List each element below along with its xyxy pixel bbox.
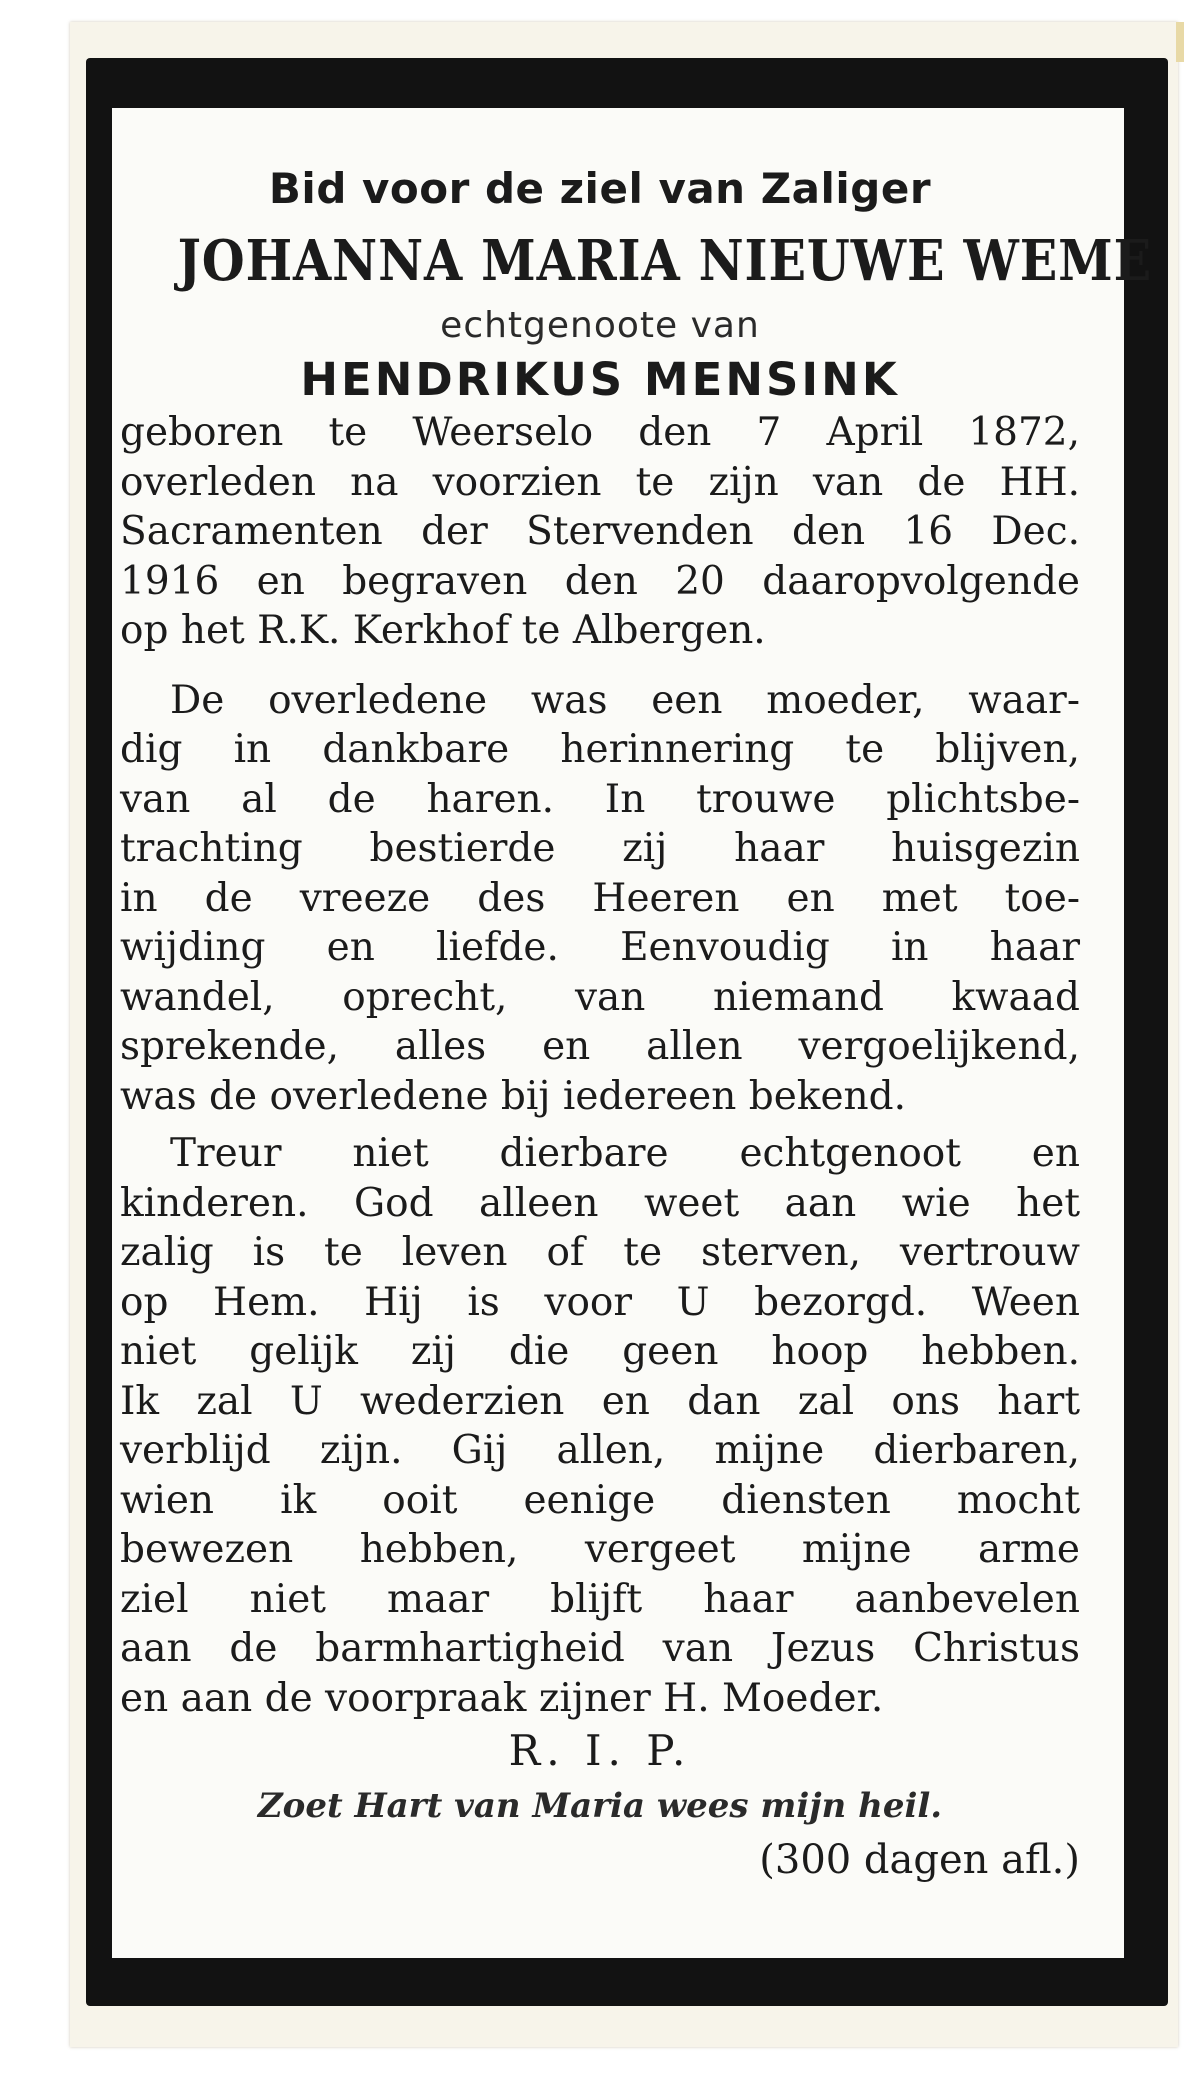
comfort-line: kinderen. God alleen weet aan wie het <box>120 1180 1080 1226</box>
comfort-line: en aan de voorpraak zijner H. Moeder. <box>120 1675 884 1721</box>
tribute-line: De overledene was een moeder, waar- <box>170 677 1080 723</box>
tribute-line: trachting bestierde zij haar huisgezin <box>120 826 1080 871</box>
card-text <box>120 128 1153 1887</box>
bio-line: overleden na voorzien te zijn van de HH. <box>120 459 1080 505</box>
comfort-line: aan de barmhartigheid van Jezus Christus <box>120 1626 1080 1671</box>
tribute-line: wijding en liefde. Eenvoudig in haar <box>120 925 1080 970</box>
comfort-line: Ik zal U wederzien en dan zal ons hart <box>120 1378 1080 1424</box>
comfort-line: op Hem. Hij is voor U bezorgd. Ween <box>120 1279 1080 1325</box>
comfort-line: zalig is te leven of te sterven, vertrouw <box>120 1230 1080 1275</box>
indulgence-text: (300 dagen afl.) <box>759 1837 1080 1883</box>
heading: Bid voor de ziel van Zaliger <box>268 164 932 213</box>
comfort-line: niet gelijk zij die geen hoop hebben. <box>120 1329 1080 1374</box>
spouse-name: HENDRIKUS MENSINK <box>300 353 900 406</box>
comfort-line: bewezen hebben, vergeet mijne arme <box>120 1527 1080 1572</box>
tribute-line: sprekende, alles en allen vergoelijkend, <box>120 1024 1080 1069</box>
comfort-paragraph <box>120 1129 1080 1723</box>
tribute-line: was de overledene bij iedereen bekend. <box>120 1073 906 1119</box>
tribute-line: in de vreeze des Heeren en met toe- <box>120 875 1080 921</box>
rip-text: R. I. P. <box>508 1726 692 1775</box>
tribute-paragraph <box>120 676 1080 1122</box>
bio-line: 1916 en begraven den 20 daaropvolgende <box>120 558 1080 604</box>
comfort-line: verblijd zijn. Gij allen, mijne dierbaren, <box>120 1428 1080 1473</box>
tribute-line: wandel, oprecht, van niemand kwaad <box>120 974 1080 1020</box>
bio-paragraph <box>120 408 1080 656</box>
bio-line: geboren te Weerselo den 7 April 1872, <box>120 410 1080 455</box>
tribute-line: dig in dankbare herinnering te blijven, <box>120 727 1080 772</box>
bio-line: op het R.K. Kerkhof te Albergen. <box>120 608 766 653</box>
comfort-line: wien ik ooit eenige diensten mocht <box>120 1477 1080 1523</box>
bio-line: Sacramenten der Stervenden den 16 Dec. <box>120 509 1080 554</box>
relation-text: echtgenoote van <box>440 305 760 346</box>
prayer-text: Zoet Hart van Maria wees mijn heil. <box>257 1786 943 1826</box>
tribute-line: van al de haren. In trouwe plichtsbe- <box>120 776 1080 822</box>
deceased-name: JOHANNA MARIA NIEUWE WEME <box>177 228 1153 294</box>
comfort-line: Treur niet dierbare echtgenoot en <box>170 1131 1080 1176</box>
comfort-line: ziel niet maar blijft haar aanbevelen <box>120 1576 1080 1622</box>
